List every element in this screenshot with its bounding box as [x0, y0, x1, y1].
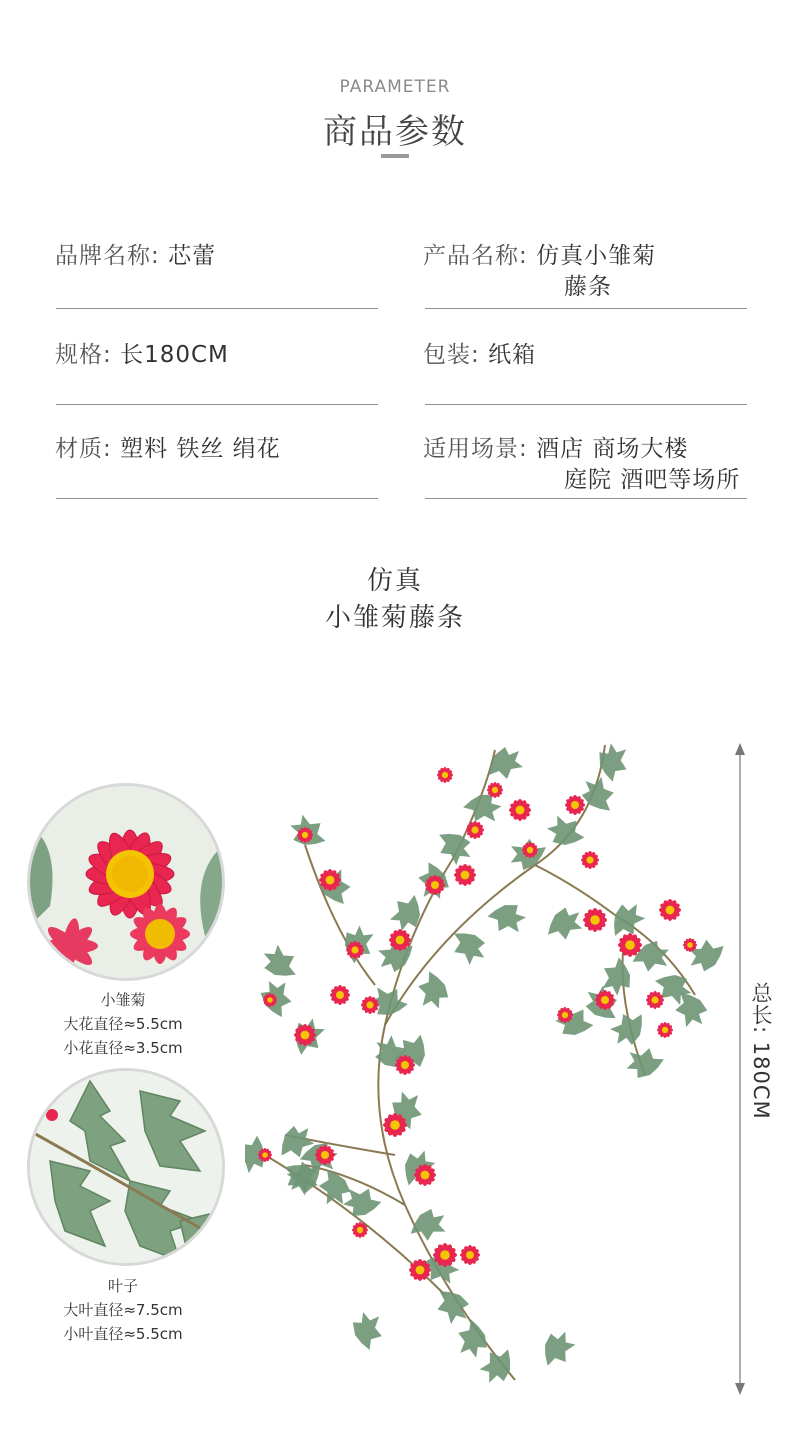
flower-caption — [13, 988, 233, 1060]
divider — [425, 498, 747, 499]
flower-center — [336, 991, 344, 999]
param-value-cont: 藤条 — [564, 274, 612, 300]
flower-small-diameter: 小花直径≈3.5cm — [63, 1039, 183, 1057]
flower-center — [492, 787, 498, 793]
vine-leaf — [536, 1326, 580, 1369]
param-package — [423, 340, 536, 371]
flower-center — [326, 876, 335, 885]
flower-center — [416, 1266, 425, 1275]
flower-detail-photo — [27, 783, 225, 981]
flower-center — [527, 847, 533, 853]
flower-center — [662, 1027, 668, 1033]
divider — [425, 308, 747, 309]
flower-center — [267, 997, 273, 1003]
vine-leaf — [621, 1041, 665, 1084]
vine-leaf — [259, 941, 300, 983]
header-english: PARAMETER — [339, 77, 451, 97]
vine-stem — [305, 845, 375, 985]
flower-center — [301, 1031, 310, 1040]
leaf-closeup-icon — [30, 1071, 222, 1263]
param-value: 纸箱 — [488, 342, 537, 368]
flower-center — [601, 996, 609, 1004]
param-scene — [423, 434, 783, 496]
param-spec — [55, 340, 229, 371]
flower-center — [466, 1251, 474, 1259]
flower-big-diameter: 大花直径≈5.5cm — [63, 1015, 183, 1033]
flower-center — [516, 806, 525, 815]
flower-center — [351, 946, 358, 953]
param-value: 塑料 铁丝 绢花 — [120, 436, 281, 462]
param-label: 产品名称: — [423, 243, 528, 269]
flower-center — [321, 1151, 329, 1159]
param-product-name — [423, 241, 753, 303]
flower-center — [390, 1120, 400, 1130]
flower-center — [302, 832, 308, 838]
vine-leaf — [475, 1346, 519, 1386]
flower-center — [262, 1152, 268, 1158]
flower-center — [366, 1001, 373, 1008]
flower-center — [431, 881, 439, 889]
double-arrow-icon — [734, 743, 746, 1395]
flower-center — [651, 996, 658, 1003]
page-title: 商品参数 — [323, 112, 467, 152]
length-arrow — [738, 743, 741, 1395]
leaf-name: 叶子 — [107, 1277, 138, 1295]
param-value: 酒店 商场大楼 — [536, 436, 689, 462]
flower-center — [590, 915, 600, 925]
flower-center — [357, 1227, 363, 1233]
param-label: 包装: — [423, 342, 480, 368]
divider — [56, 498, 378, 499]
param-value-cont: 庭院 酒吧等场所 — [564, 467, 741, 493]
flower-center — [687, 942, 693, 948]
flower-center — [440, 1250, 450, 1260]
vine-leaf — [412, 970, 455, 1014]
vine-leaf — [345, 1307, 389, 1352]
flower-center — [401, 1061, 409, 1069]
title-underline — [381, 154, 409, 158]
vine-leaf — [590, 738, 636, 784]
leaf-detail-photo — [27, 1068, 225, 1266]
leaf-caption — [13, 1274, 233, 1346]
param-value: 芯蕾 — [168, 243, 217, 269]
leaf-big-diameter: 大叶直径≈7.5cm — [63, 1301, 183, 1319]
param-material — [55, 434, 281, 465]
param-label: 品牌名称: — [55, 243, 160, 269]
daisy-vine-icon — [245, 735, 735, 1385]
divider — [56, 308, 378, 309]
param-value: 仿真小雏菊 — [536, 243, 657, 269]
divider — [425, 404, 747, 405]
vine-leaf — [450, 927, 489, 967]
vine-leaf — [541, 808, 587, 854]
vine-leaf — [410, 1206, 449, 1243]
flower-center — [461, 871, 470, 880]
total-length-label: 总长: 180CM — [749, 982, 773, 1120]
flower-center — [562, 1012, 568, 1018]
flower-center — [471, 826, 478, 833]
product-title-line2: 小雏菊藤条 — [324, 603, 465, 633]
flower-center — [442, 772, 448, 778]
flower-center — [625, 940, 635, 950]
param-brand — [55, 241, 216, 272]
product-photo — [245, 735, 735, 1385]
param-label: 适用场景: — [423, 436, 528, 462]
flower-center — [571, 801, 579, 809]
flower-center — [586, 856, 593, 863]
flower-name: 小雏菊 — [100, 991, 146, 1009]
leaf-small-diameter: 小叶直径≈5.5cm — [63, 1325, 183, 1343]
flower-center — [666, 906, 675, 915]
flower-center — [421, 1171, 430, 1180]
divider — [56, 404, 378, 405]
vine-leaf — [485, 895, 532, 941]
vine-leaf — [396, 1145, 441, 1189]
flower-center — [396, 936, 405, 945]
vine-leaf — [548, 907, 584, 941]
daisy-closeup-icon — [30, 786, 222, 978]
product-title-line1: 仿真 — [366, 566, 423, 596]
param-value: 长180CM — [120, 342, 229, 368]
param-label: 材质: — [55, 436, 112, 462]
vine-leaf — [450, 1317, 495, 1363]
param-label: 规格: — [55, 342, 112, 368]
vine-leaf — [436, 1288, 471, 1325]
